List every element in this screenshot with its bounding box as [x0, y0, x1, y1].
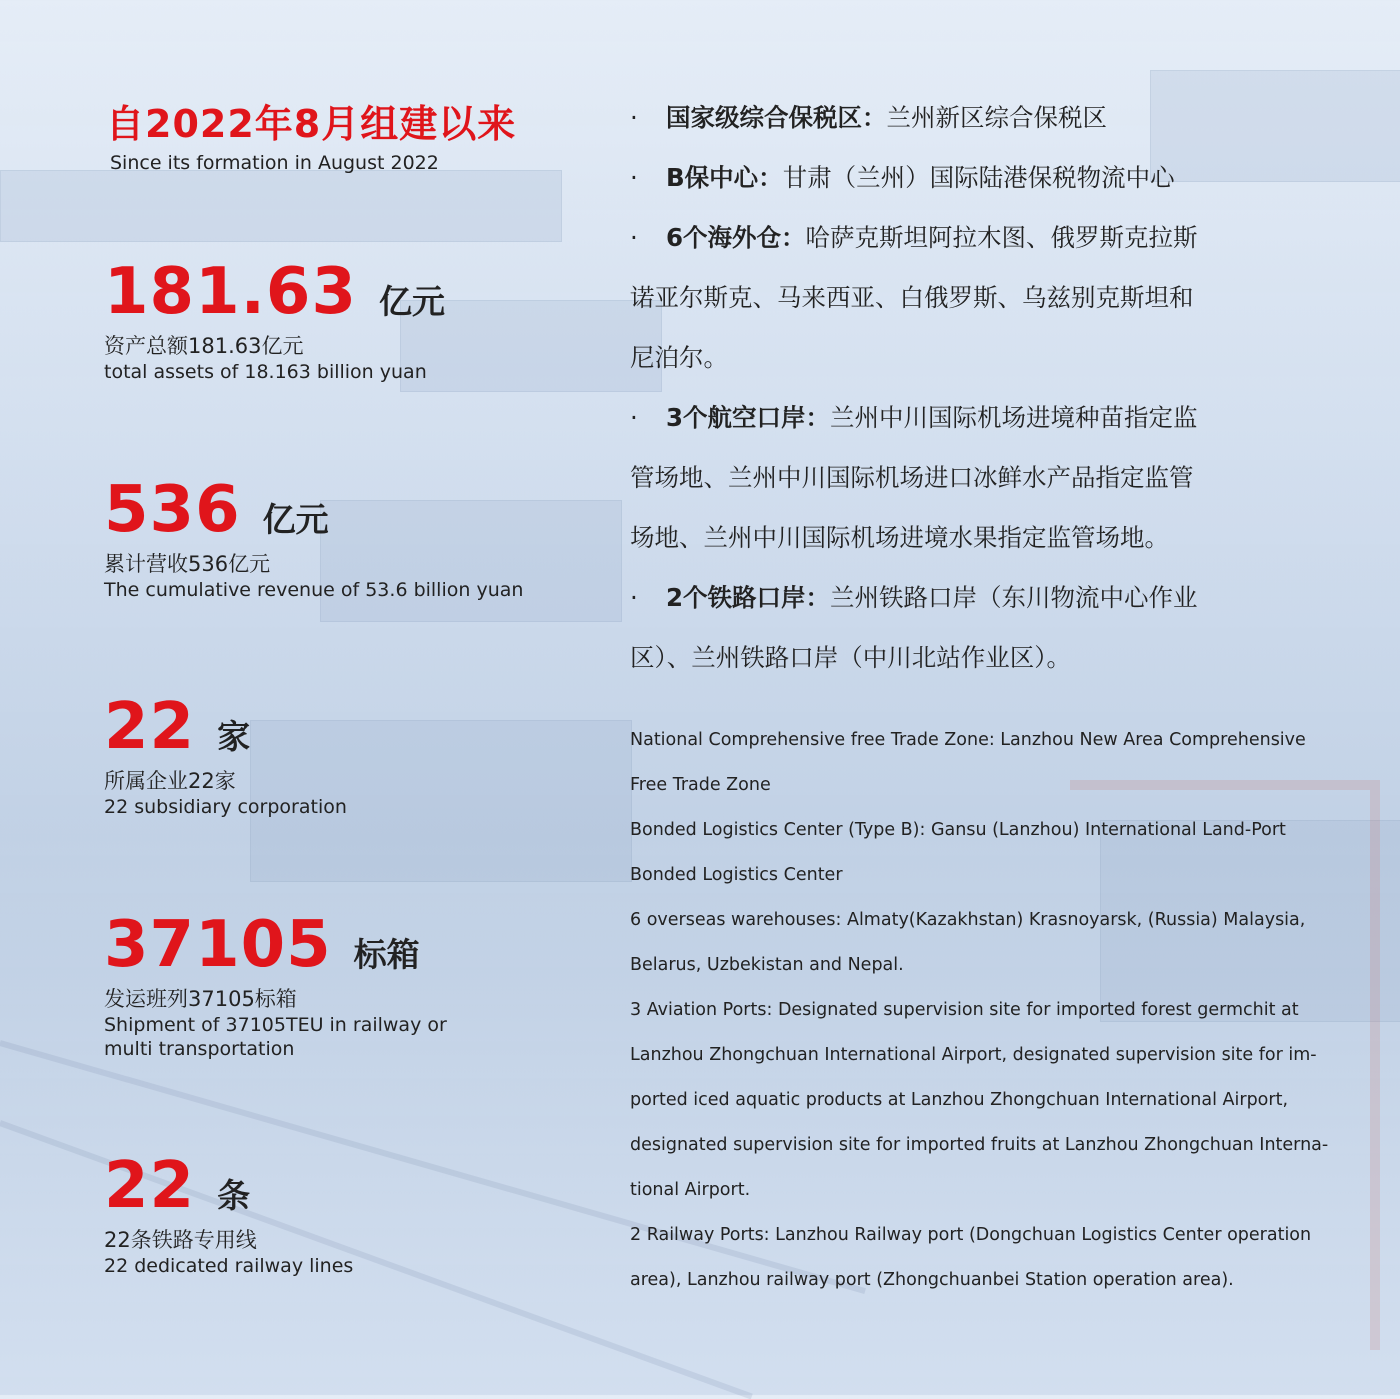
bullet-key: 6个海外仓： — [666, 223, 806, 252]
stat-caption-en: 22 dedicated railway lines — [104, 1255, 354, 1277]
stat-caption-cn: 所属企业22家 — [104, 769, 236, 793]
stat-caption-en: total assets of 18.163 billion yuan — [104, 361, 427, 383]
stat-caption-cn: 22条铁路专用线 — [104, 1228, 257, 1252]
stat-caption-cn: 资产总额181.63亿元 — [104, 334, 304, 358]
bullet-item — [630, 208, 1280, 268]
bullet-text: 兰州新区综合保税区 — [886, 103, 1107, 132]
bullet-dot: · — [630, 163, 638, 192]
bullet-item — [630, 568, 1280, 628]
stat-caption-en: The cumulative revenue of 53.6 billion yuan — [104, 579, 524, 601]
stat-number: 22 — [104, 1149, 196, 1223]
bullet-continuation: 管场地、兰州中川国际机场进口冰鲜水产品指定监管 — [630, 463, 1194, 492]
bullet-key: 国家级综合保税区： — [666, 103, 887, 132]
stat-number: 536 — [104, 473, 241, 547]
details-column — [600, 0, 1400, 1395]
bullet-item — [630, 88, 1280, 148]
stats-column — [0, 0, 600, 1395]
bullet-continuation: 尼泊尔。 — [630, 343, 728, 372]
stat-caption-en: multi transportation — [104, 1038, 295, 1060]
english-line: Lanzhou Zhongchuan International Airport, designated supervision site for im- — [630, 1045, 1317, 1065]
stat-unit: 条 — [217, 1176, 251, 1215]
stat-caption-en: 22 subsidiary corporation — [104, 796, 347, 818]
stat-shipments — [104, 907, 447, 1061]
stat-railway-lines — [104, 1148, 353, 1278]
english-line: Belarus, Uzbekistan and Nepal. — [630, 955, 904, 975]
stat-unit: 标箱 — [353, 935, 420, 974]
bullet-item — [630, 388, 1280, 448]
bullet-list-cn — [630, 88, 1280, 688]
english-line: Bonded Logistics Center (Type B): Gansu (Lanzhou) International Land-Port — [630, 820, 1286, 840]
stat-caption-cn: 发运班列37105标箱 — [104, 987, 297, 1011]
stat-number: 37105 — [104, 908, 332, 982]
english-line: National Comprehensive free Trade Zone: Lanzhou New Area Comprehensive — [630, 730, 1306, 750]
stat-subsidiaries — [104, 689, 347, 819]
stat-number: 22 — [104, 690, 196, 764]
bullet-continuation: 诺亚尔斯克、马来西亚、白俄罗斯、乌兹别克斯坦和 — [630, 283, 1194, 312]
english-line: area), Lanzhou railway port (Zhongchuanbei Station operation area). — [630, 1270, 1234, 1290]
english-line: 2 Railway Ports: Lanzhou Railway port (Dongchuan Logistics Center operation — [630, 1225, 1312, 1245]
english-line: Free Trade Zone — [630, 775, 771, 795]
bullet-key: B保中心： — [666, 163, 783, 192]
bullet-dot: · — [630, 103, 638, 132]
bullet-key: 3个航空口岸： — [666, 403, 831, 432]
english-line: tional Airport. — [630, 1180, 751, 1200]
bullet-continuation: 场地、兰州中川国际机场进境水果指定监管场地。 — [630, 523, 1169, 552]
bullet-dot: · — [630, 403, 638, 432]
bullet-dot: · — [630, 583, 638, 612]
english-line: ported iced aquatic products at Lanzhou Zhongchuan International Airport, — [630, 1090, 1289, 1110]
bullet-text: 兰州铁路口岸（东川物流中心作业 — [830, 583, 1198, 612]
stat-unit: 亿元 — [262, 500, 329, 539]
stat-unit: 亿元 — [378, 282, 445, 321]
bullet-text: 哈萨克斯坦阿拉木图、俄罗斯克拉斯 — [805, 223, 1198, 252]
bullet-text: 甘肃（兰州）国际陆港保税物流中心 — [782, 163, 1175, 192]
english-line: 6 overseas warehouses: Almaty(Kazakhstan) Krasnoyarsk, (Russia) Malaysia, — [630, 910, 1306, 930]
bullet-key: 2个铁路口岸： — [666, 583, 831, 612]
bullet-continuation: 区）、兰州铁路口岸（中川北站作业区）。 — [630, 643, 1071, 672]
bullet-text: 兰州中川国际机场进境种苗指定监 — [830, 403, 1198, 432]
bullet-dot: · — [630, 223, 638, 252]
stat-total-assets — [104, 254, 445, 384]
english-description — [630, 718, 1329, 1303]
section-heading — [106, 98, 516, 176]
heading-title-cn: 自2022年8月组建以来 — [106, 102, 517, 146]
english-line: 3 Aviation Ports: Designated supervision site for imported forest germchit at — [630, 1000, 1299, 1020]
english-line: designated supervision site for imported fruits at Lanzhou Zhongchuan Interna- — [630, 1135, 1329, 1155]
english-line: Bonded Logistics Center — [630, 865, 843, 885]
bullet-item — [630, 148, 1280, 208]
stat-unit: 家 — [217, 717, 251, 756]
stat-caption-cn: 累计营收536亿元 — [104, 552, 271, 576]
stat-number: 181.63 — [104, 255, 357, 329]
heading-title-en: Since its formation in August 2022 — [110, 152, 439, 174]
stat-cumulative-revenue — [104, 472, 523, 602]
stat-caption-en: Shipment of 37105TEU in railway or — [104, 1014, 447, 1036]
